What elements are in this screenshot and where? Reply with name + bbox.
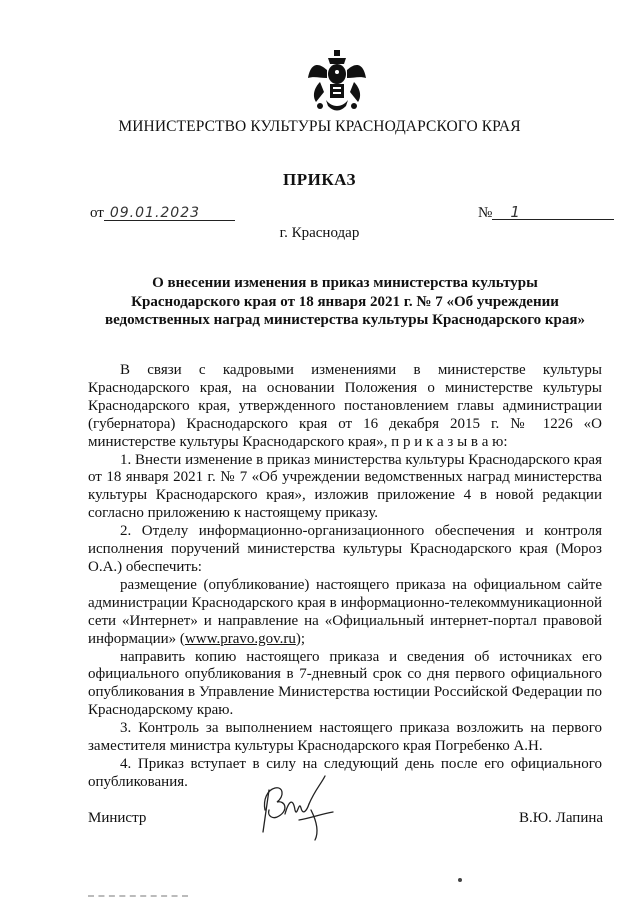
paragraph-publication [88, 577, 602, 649]
publication-text-end: ); [295, 630, 306, 647]
number-line [478, 205, 614, 222]
signature-icon [255, 770, 345, 842]
title-line: Краснодарского края от 18 января 2021 г. № 7 «Об учреждении [131, 293, 559, 310]
paragraph-copy: направить копию настоящего приказа и сведения об источниках его официального опубликования в 7-дневный срок со дня первого официального опубликования в Управление Министерства юстиции Российской Федерации по Краснодарскому краю. [88, 648, 602, 719]
publication-text: размещение (опубликование) настоящего приказа на официальном сайте администрации Краснодарского края в информационно-телекоммуникационной сети «Интернет» и направление на «Официальный интернет-портал правовой информации» ( [88, 576, 602, 647]
scan-speck [458, 878, 462, 882]
paragraph-preamble: В связи с кадровыми изменениями в министерстве культуры Краснодарского края, на основании Положения о министерстве культуры Краснодарского края, утвержденного постановлением главы администрации (губернатора) Краснодарского края от 16 декабря 2015 г. № 1226 «О министерстве культуры Краснодарского края», п р и к а з ы в а ю: [88, 362, 602, 450]
document-type: ПРИКАЗ [283, 170, 356, 189]
document-body [88, 362, 602, 792]
document-title [90, 274, 600, 330]
title-line: ведомственных наград министерства культуры Краснодарского края» [104, 312, 585, 328]
number-handwritten: 1 [492, 205, 614, 220]
paragraph-item-2: 2. Отделу информационно-организационного обеспечения и контроля исполнения поручений министерства культуры Краснодарского края (Мороз О.А.) обеспечить: [88, 523, 602, 575]
date-handwritten: 09.01.2023 [104, 206, 235, 221]
date-prefix: от [90, 205, 104, 221]
city: г. Краснодар [279, 225, 360, 241]
signer-name: В.Ю. Лапина [519, 810, 604, 826]
number-prefix: № [478, 205, 493, 221]
ministry-name: МИНИСТЕРСТВО КУЛЬТУРЫ КРАСНОДАРСКОГО КРАЯ [118, 118, 521, 135]
title-line: О внесении изменения в приказ министерства культуры [152, 275, 538, 291]
paragraph-item-3: 3. Контроль за выполнением настоящего приказа возложить на первого заместителя министра культуры Краснодарского края Погребенко А.Н. [88, 720, 602, 755]
paragraph-item-4: 4. Приказ вступает в силу на следующий день после его официального опубликования. [88, 755, 602, 790]
footer-dashes [88, 895, 188, 899]
coat-of-arms-icon [306, 48, 368, 114]
paragraph-item-1: 1. Внести изменение в приказ министерства культуры Краснодарского края от 18 января 2021 г. № 7 «Об учреждении ведомственных наград министерства культуры Краснодарского края», изложив приложение 4 в новой редакции согласно приложению к настоящему приказу. [88, 451, 602, 522]
date-line [90, 205, 235, 222]
signer-position: Министр [88, 810, 147, 826]
pravo-link[interactable]: www.pravo.gov.ru [184, 630, 296, 647]
